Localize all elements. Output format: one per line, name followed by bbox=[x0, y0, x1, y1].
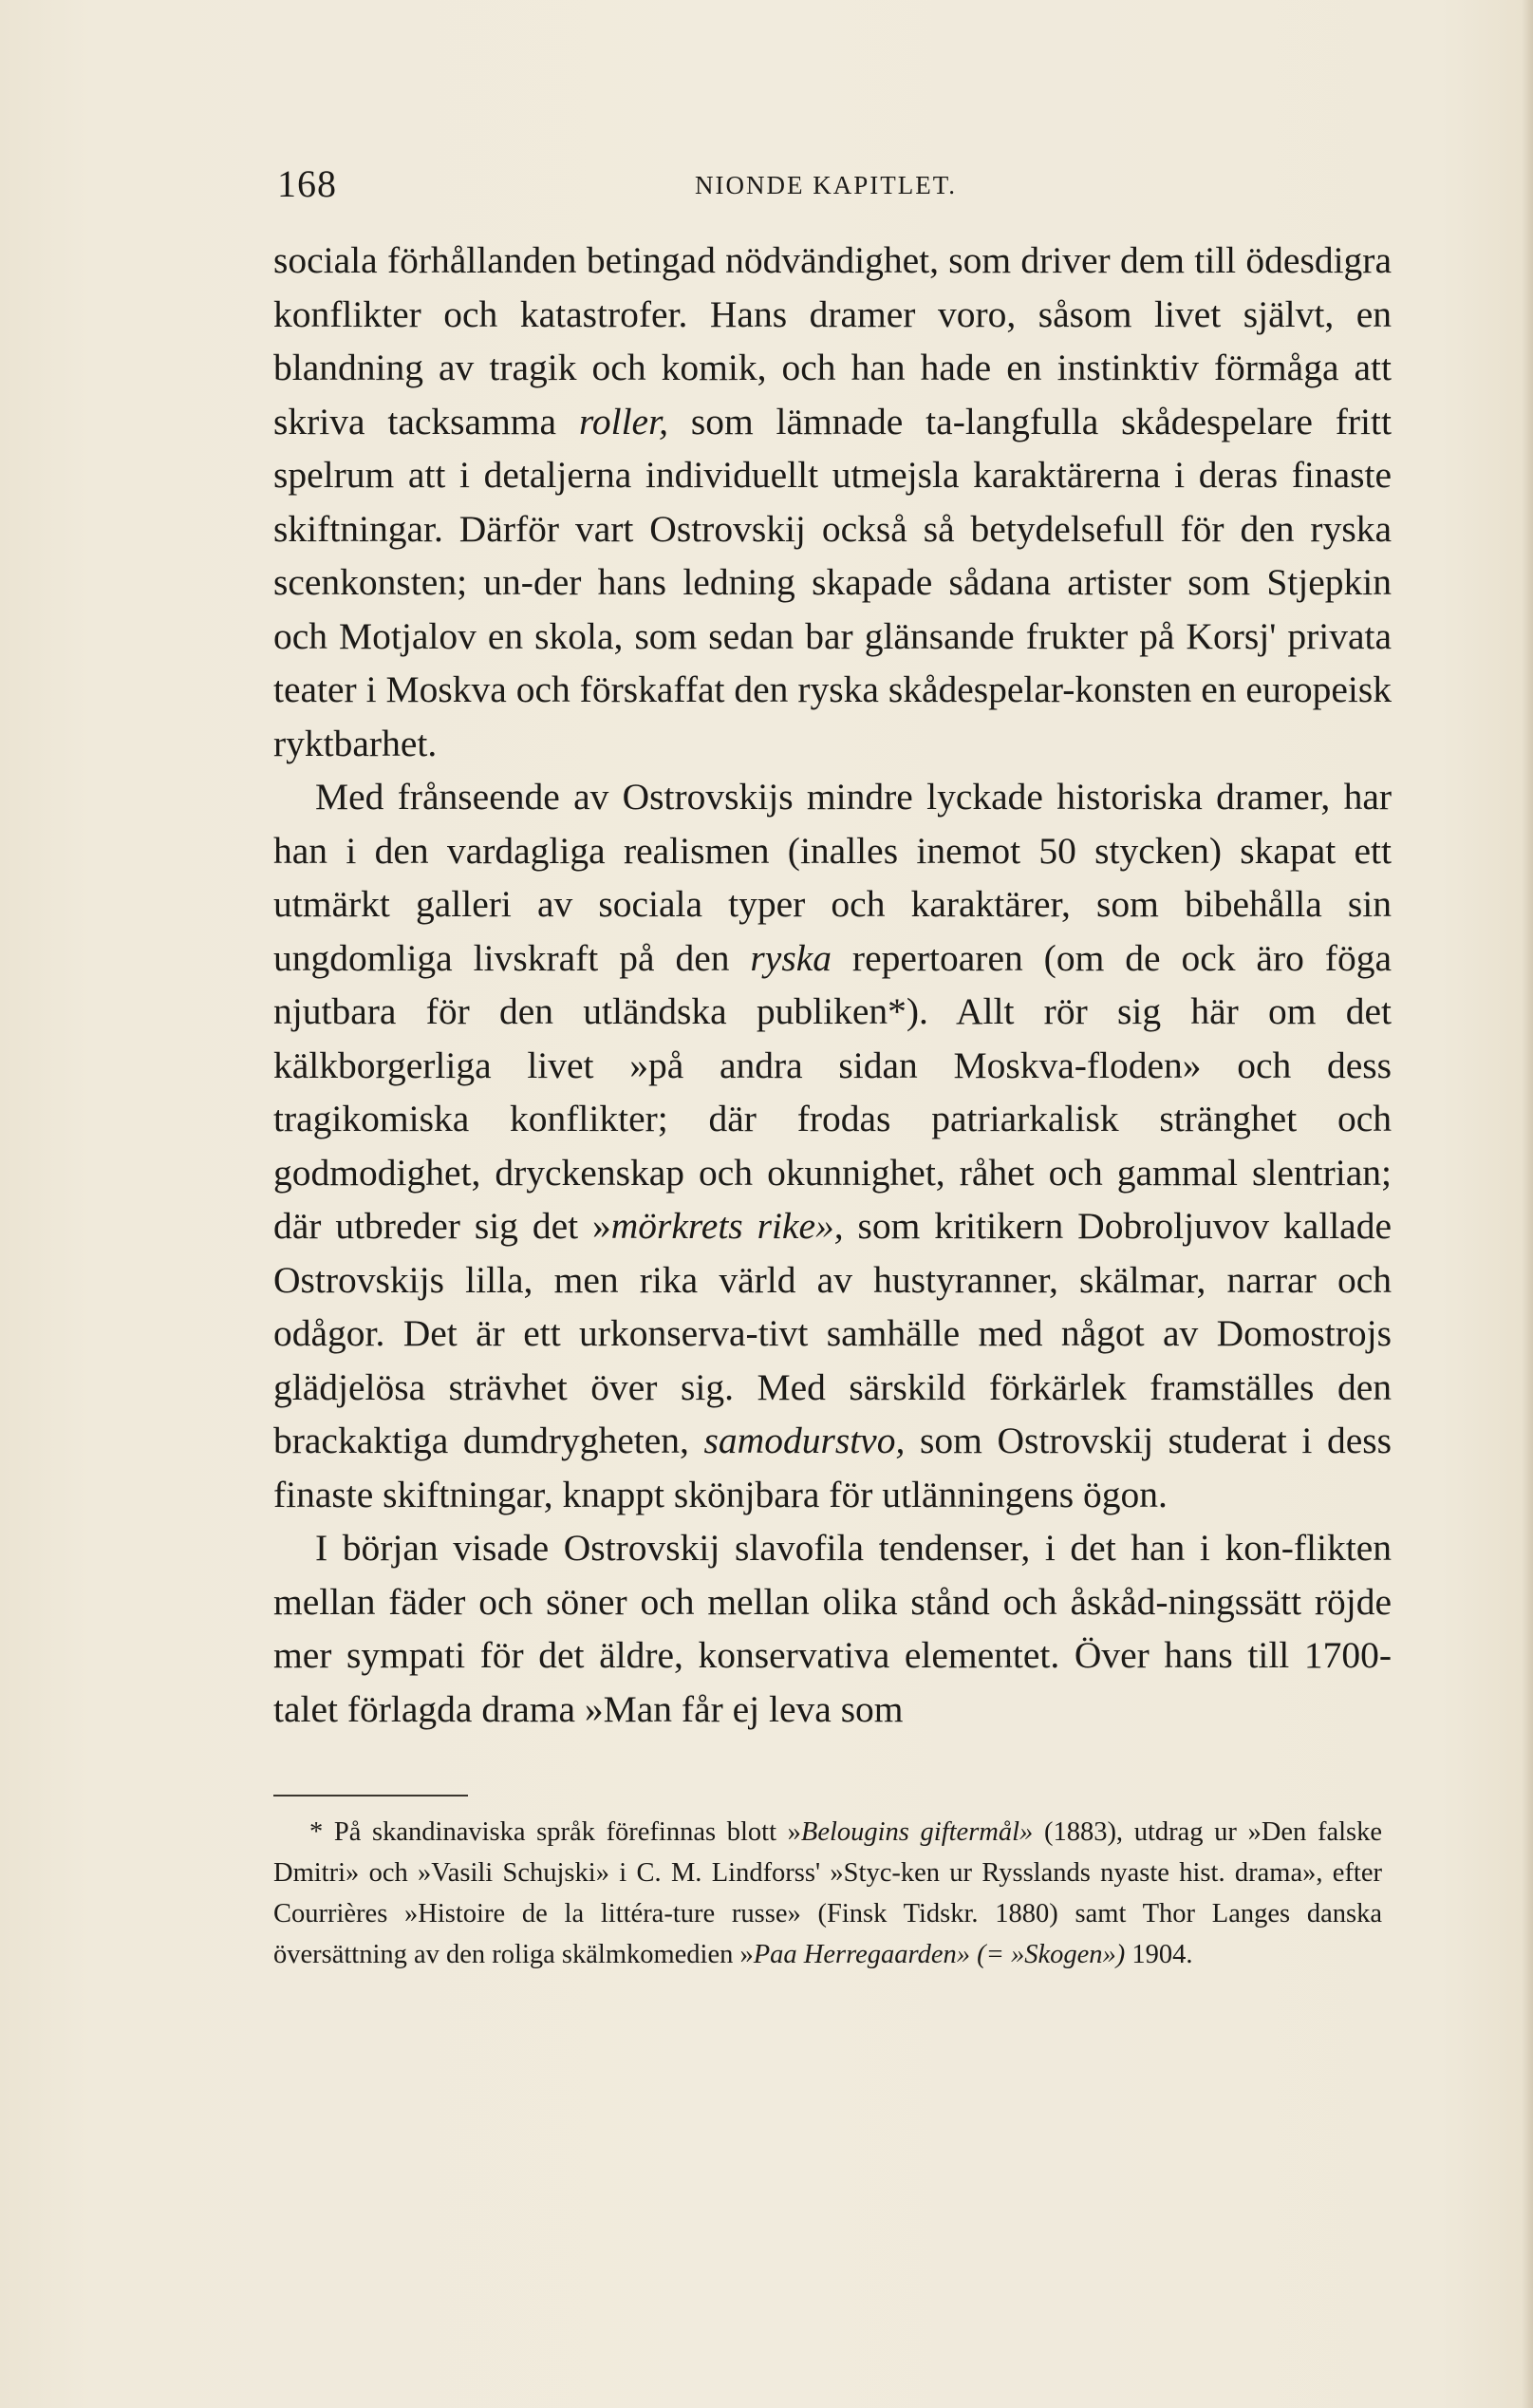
page-edge-shadow bbox=[1522, 0, 1533, 2408]
paragraph-1 bbox=[273, 234, 1392, 770]
footnote-italic-paa-herregaarden: Paa Herregaarden» (= »Skogen») bbox=[753, 1940, 1126, 1969]
body-text bbox=[273, 234, 1392, 1736]
paragraph-2-text-d: som Ostrovskij studerat i dess finaste skiftningar, knappt skönjbara för utlänningens ögon. bbox=[273, 1420, 1392, 1515]
paragraph-3 bbox=[273, 1521, 1392, 1736]
footnote-text-c: 1904. bbox=[1125, 1940, 1193, 1969]
paragraph-3-text: I början visade Ostrovskij slavofila tendenser, i det han i kon-flikten mellan fäder och söner och mellan olika stånd och åskåd-ningssätt röjde mer sympati för det äldre, konservativa elementet. Över hans till 1700-talet förlagda drama »Man får ej leva som bbox=[273, 1527, 1392, 1730]
footnote bbox=[273, 1812, 1382, 1975]
footnote-rule bbox=[273, 1795, 468, 1797]
paragraph-2-text-c: som kritikern Dobroljuvov kallade Ostrovskijs lilla, men rika värld av hustyranner, skälmar, narrar och odågor. Det är ett urkonserva-tivt samhälle med något av Domostrojs glädjelösa strävhet över sig. Med särskild förkärlek framställes den brackaktiga dumdrygheten, bbox=[273, 1205, 1392, 1461]
footnote-text-a: * På skandinaviska språk förefinnas blott » bbox=[309, 1817, 801, 1847]
running-head: NIONDE KAPITLET. bbox=[695, 171, 957, 199]
paragraph-2-italic-morkrets-rike: mörkrets rike», bbox=[610, 1205, 844, 1247]
paragraph-2-text-a: Med frånseende av Ostrovskijs mindre lyckade historiska dramer, har han i den vardagliga realismen (inalles inemot 50 stycken) skapat ett utmärkt galleri av sociala typer och karaktärer, som bibehålla sin ungdomliga livskraft på den bbox=[273, 776, 1392, 979]
paragraph-2-italic-ryska: ryska bbox=[750, 936, 832, 979]
paragraph-2-text-b: repertoaren (om de ock äro föga njutbara för den utländska publiken*). Allt rör sig här om det kälkborgerliga livet »på andra sidan Moskva-floden» och dess tragikomiska konflikter; där frodas patriarkalisk stränghet och godmodighet, dryckenskap och okunnighet, råhet och gammal slentrian; där utbreder sig det » bbox=[273, 936, 1392, 1247]
footnote-italic-belougins: Belougins giftermål» bbox=[800, 1817, 1034, 1847]
paragraph-2 bbox=[273, 770, 1392, 1521]
paragraph-1-text-a: sociala förhållanden betingad nödvändighet, som driver dem till ödesdigra konflikter och katastrofer. Hans dramer voro, såsom livet självt, en blandning av tragik och komik, och han hade en instinktiv förmåga att skriva tacksamma bbox=[273, 239, 1392, 442]
page-header bbox=[277, 161, 1388, 218]
page-number: 168 bbox=[277, 162, 337, 205]
footnote-text-b: (1883), utdrag ur »Den falske Dmitri» och »Vasili Schujski» i C. M. Lindforss' »Styc-ken ur Rysslands nyaste hist. drama», efter Courrières »Histoire de la littéra-ture russe» (Finsk Tidskr. 1880) samt Thor Langes danska översättning av den roliga skälmkomedien » bbox=[273, 1817, 1383, 1969]
paragraph-1-text-b: som lämnade ta-langfulla skådespelare fritt spelrum att i detaljerna individuellt utmejsla karaktärerna i deras finaste skiftningar. Därför vart Ostrovskij också så betydelsefull för den ryska scenkonsten; un-der hans ledning skapade sådana artister som Stjepkin och Motjalov en skola, som sedan bar glänsande frukter på Korsj' privata teater i Moskva och förskaffat den ryska skådespelar-konsten en europeisk ryktbarhet. bbox=[273, 400, 1392, 764]
paragraph-2-italic-samodurstvo: samodurstvo, bbox=[703, 1420, 906, 1461]
paragraph-1-italic-roller: roller, bbox=[578, 400, 668, 442]
footnote-paragraph bbox=[273, 1812, 1382, 1975]
